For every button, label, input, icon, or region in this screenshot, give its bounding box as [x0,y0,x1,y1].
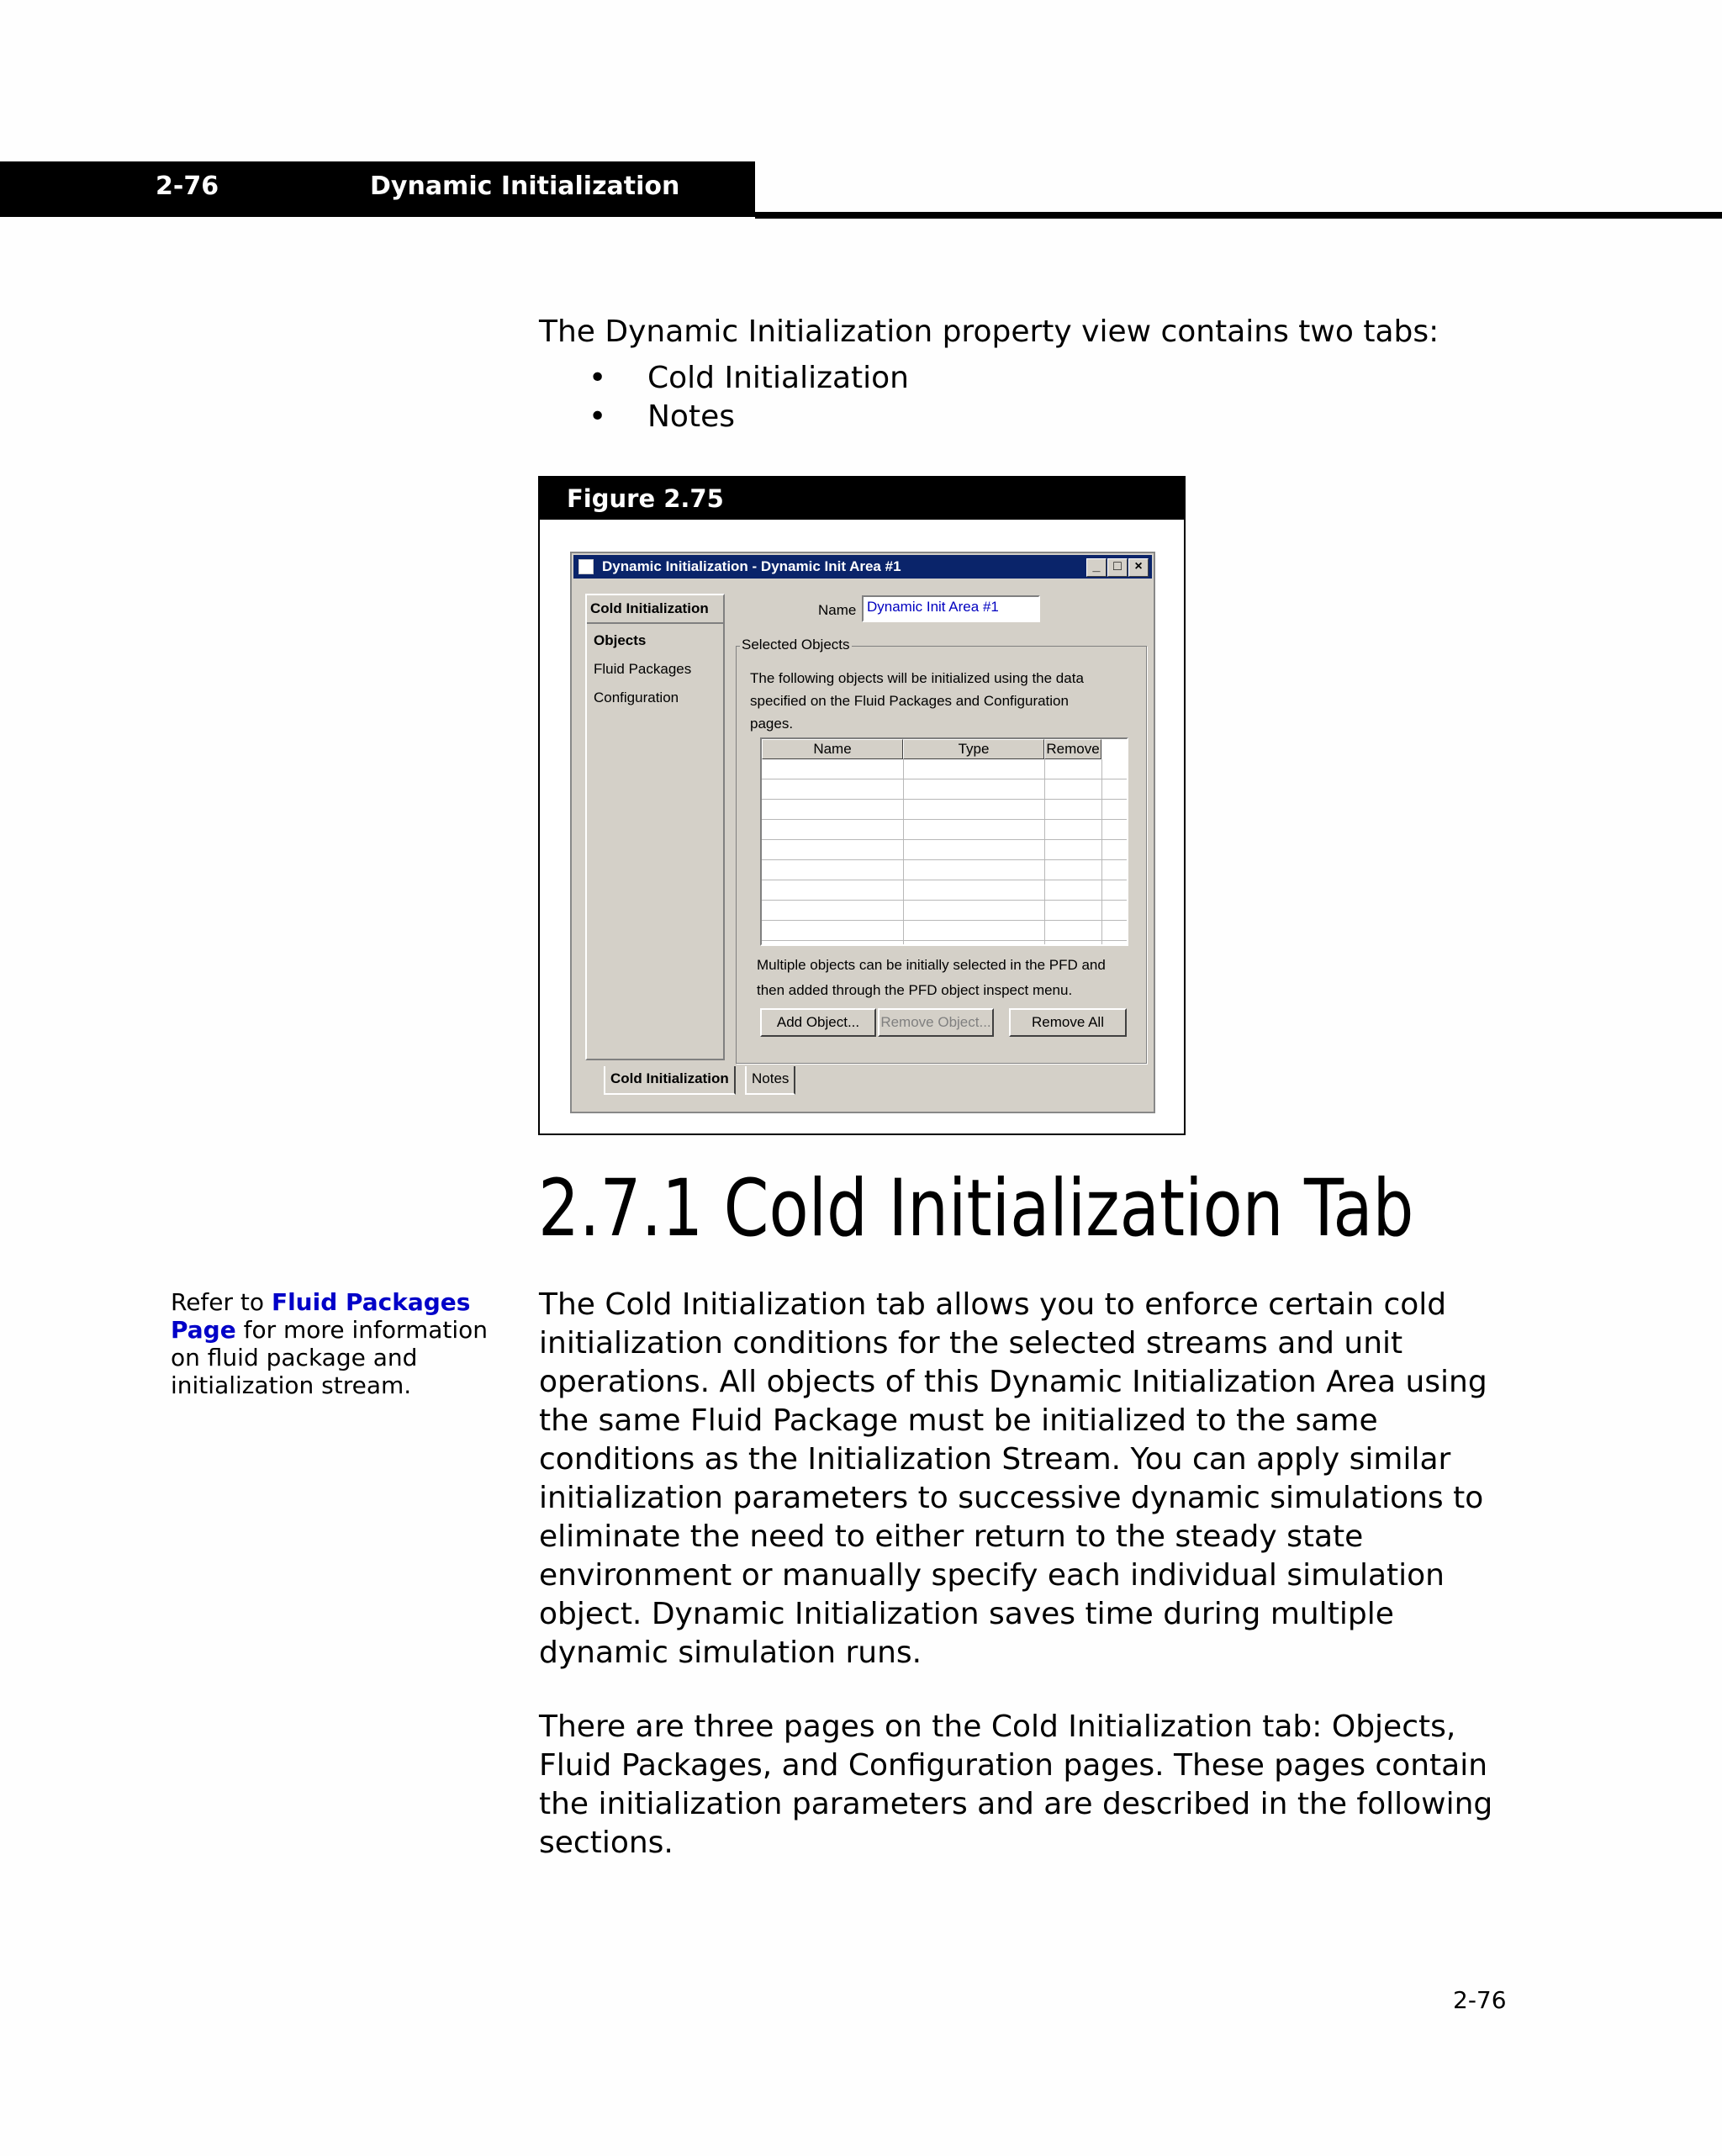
dialog-window [570,552,1155,1113]
maximize-icon[interactable]: □ [1107,558,1128,577]
name-input[interactable]: Dynamic Init Area #1 [862,595,1040,622]
intro-text: The Dynamic Initialization property view contains two tabs: [539,314,1439,349]
minimize-icon[interactable]: _ [1086,558,1107,577]
header-page-number: 2-76 [156,172,219,201]
nav-header: Cold Initialization [587,595,723,624]
column-divider [903,759,904,944]
column-header-name[interactable]: Name [762,739,903,759]
column-header-remove[interactable]: Remove [1044,739,1101,759]
remove-all-button[interactable]: Remove All [1009,1008,1127,1037]
table-row[interactable] [762,921,1127,941]
paragraph: There are three pages on the Cold Initialization tab: Objects, Fluid Packages, and Configuration pages. These pages contain the initialization parameters and are described in the following sections. [539,1709,1493,1860]
table-row[interactable] [762,880,1127,901]
table-row[interactable] [762,860,1127,880]
table-row[interactable] [762,779,1127,800]
table-row[interactable] [762,759,1127,779]
group-label: Selected Objects [742,637,850,653]
table-row[interactable] [762,901,1127,921]
section-heading: 2.7.1 Cold Initialization Tab [538,1163,1414,1255]
figure-caption: Figure 2.75 [540,478,1184,520]
sidebar-suffix: for more information on fluid package and initialization stream. [171,1316,489,1399]
sidebar-prefix: Refer to [171,1288,265,1316]
name-label: Name [818,602,857,618]
close-icon[interactable]: × [1128,558,1149,577]
bullet-item: • Notes [589,398,909,436]
column-divider [1044,759,1045,944]
footer-page-number: 2-76 [1453,1986,1507,2014]
selection-note: Multiple objects can be initially selected in the PFD and then added through the PFD object inspect menu. [757,957,1106,998]
tab-list [589,359,909,436]
tab-notes[interactable]: Notes [745,1066,795,1095]
sidebar-note [171,1288,490,1399]
column-divider [1101,759,1102,944]
table-row[interactable] [762,820,1127,840]
nav-item-fluid-packages[interactable]: Fluid Packages [594,661,692,677]
figure [538,476,1186,1135]
nav-item-configuration[interactable]: Configuration [594,690,679,705]
group-description: The following objects will be initialized using the data specified on the Fluid Packages and Configuration pages. [750,670,1084,732]
nav-item-objects[interactable]: Objects [594,632,647,648]
add-object-button[interactable]: Add Object... [760,1008,876,1037]
paragraph: The Cold Initialization tab allows you to enforce certain cold initialization conditions for the selected streams and unit operations. All objects of this Dynamic Initialization Area using the same Fluid Package must be initialized to the same conditions as the Initialization Stream. You can apply similar initialization parameters to successive dynamic simulations to eliminate the need to either return to the steady state environment or manually specify each individual simulation object. Dynamic Initialization saves time during multiple dynamic simulation runs. [539,1287,1487,1670]
tab-cold-initialization[interactable]: Cold Initialization [604,1066,736,1095]
header-title: Dynamic Initialization [370,172,680,201]
table-row[interactable] [762,800,1127,820]
objects-table[interactable] [760,737,1128,946]
app-icon [578,559,594,574]
header-rule [755,212,1722,219]
column-header-type[interactable]: Type [903,739,1044,759]
dialog-title: Dynamic Initialization - Dynamic Init Area #1 [602,558,901,574]
remove-object-button[interactable]: Remove Object... [878,1008,994,1037]
page-nav [585,594,725,1060]
fluid-packages-link[interactable]: Fluid Packages Page [171,1288,471,1344]
table-row[interactable] [762,840,1127,860]
bullet-item: • Cold Initialization [589,359,909,398]
dialog-title-bar[interactable] [573,555,1152,579]
selected-objects-group [736,637,1147,1064]
